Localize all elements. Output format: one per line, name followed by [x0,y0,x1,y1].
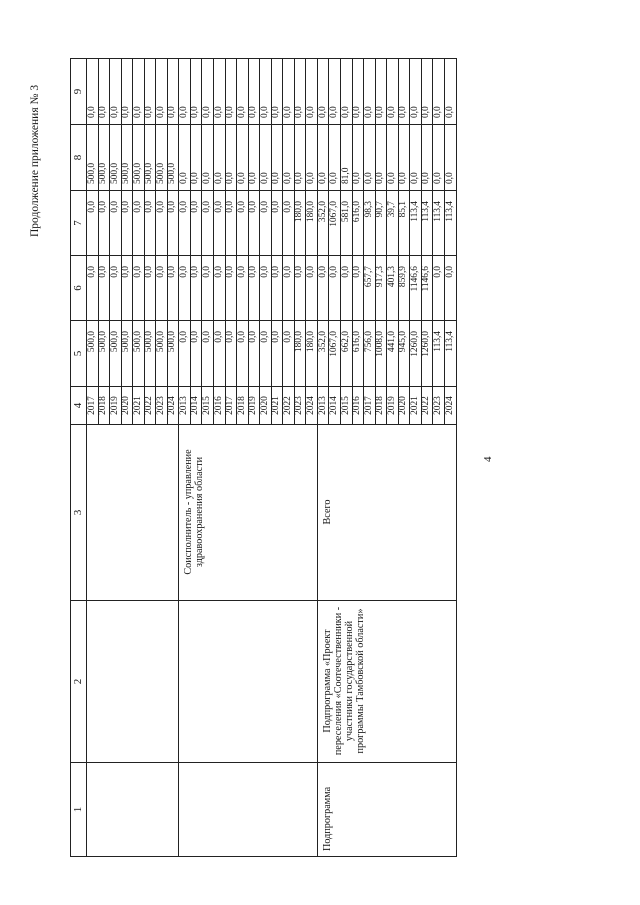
group-column-3-cell: Соисполнитель - управление здравоохранения области [179,425,318,601]
year-cell: 2023 [294,387,306,425]
value-cell: 0,0 [190,321,202,387]
value-cell: 0,0 [283,191,295,256]
value-cell: 0,0 [225,191,237,256]
value-cell: 0,0 [364,59,376,125]
value-cell: 0,0 [283,59,295,125]
value-cell: 0,0 [248,191,260,256]
value-cell: 0,0 [179,125,191,191]
value-cell: 0,0 [202,191,214,256]
value-cell: 113,4 [444,321,456,387]
table-row [87,59,99,857]
value-cell: 0,0 [341,256,353,321]
value-cell: 500,0 [144,125,156,191]
year-cell: 2023 [433,387,445,425]
value-cell: 113,4 [410,191,422,256]
column-number: 4 [71,387,87,425]
year-cell: 2019 [248,387,260,425]
value-cell: 0,0 [87,256,99,321]
budget-table [70,58,457,857]
value-cell: 0,0 [271,125,283,191]
value-cell: 0,0 [283,321,295,387]
value-cell: 0,0 [133,256,145,321]
value-cell: 0,0 [179,59,191,125]
value-cell: 500,0 [110,125,122,191]
value-cell: 0,0 [133,191,145,256]
value-cell: 0,0 [260,59,272,125]
year-cell: 2024 [306,387,318,425]
year-cell: 2019 [387,387,399,425]
value-cell: 0,0 [398,125,410,191]
value-cell: 500,0 [167,125,179,191]
value-cell: 85,1 [398,191,410,256]
year-cell: 2022 [144,387,156,425]
year-cell: 2019 [110,387,122,425]
column-number: 3 [71,425,87,601]
value-cell: 0,0 [271,256,283,321]
value-cell: 1008,0 [375,321,387,387]
value-cell: 500,0 [133,321,145,387]
value-cell: 0,0 [329,256,341,321]
year-cell: 2022 [421,387,433,425]
value-cell: 0,0 [190,125,202,191]
value-cell: 657,7 [364,256,376,321]
value-cell: 0,0 [433,125,445,191]
value-cell: 0,0 [167,256,179,321]
year-cell: 2016 [352,387,364,425]
year-cell: 2022 [283,387,295,425]
value-cell: 500,0 [156,321,168,387]
value-cell: 0,0 [190,256,202,321]
value-cell: 0,0 [110,256,122,321]
value-cell: 0,0 [214,256,226,321]
value-cell: 0,0 [237,125,249,191]
table-body [71,59,457,857]
value-cell: 180,0 [294,321,306,387]
value-cell: 401,3 [387,256,399,321]
value-cell: 0,0 [87,59,99,125]
group-column-2-cell [87,601,179,763]
value-cell: 756,0 [364,321,376,387]
year-cell: 2016 [214,387,226,425]
value-cell: 0,0 [260,191,272,256]
value-cell: 113,4 [421,191,433,256]
value-cell: 98,3 [364,191,376,256]
value-cell: 0,0 [167,191,179,256]
value-cell: 1146,6 [421,256,433,321]
value-cell: 0,0 [156,191,168,256]
value-cell: 0,0 [225,59,237,125]
value-cell: 500,0 [98,321,110,387]
value-cell: 500,0 [110,321,122,387]
value-cell: 0,0 [214,191,226,256]
value-cell: 0,0 [156,59,168,125]
value-cell: 0,0 [98,191,110,256]
year-cell: 2024 [167,387,179,425]
year-cell: 2013 [317,387,329,425]
column-number: 2 [71,601,87,763]
value-cell: 500,0 [87,125,99,191]
value-cell: 0,0 [225,321,237,387]
value-cell: 0,0 [341,59,353,125]
group-column-2-cell: Подпрограмма «Проект переселения «Соотечественники - участники государственной программы Тамбовской области» [317,601,456,763]
value-cell: 0,0 [214,321,226,387]
value-cell: 0,0 [144,59,156,125]
value-cell: 0,0 [387,59,399,125]
value-cell: 352,0 [317,191,329,256]
value-cell: 0,0 [248,125,260,191]
value-cell: 0,0 [306,59,318,125]
value-cell: 0,0 [352,256,364,321]
value-cell: 0,0 [410,125,422,191]
value-cell: 0,0 [317,125,329,191]
column-number: 8 [71,125,87,191]
column-number: 9 [71,59,87,125]
value-cell: 113,4 [433,321,445,387]
value-cell: 0,0 [398,59,410,125]
value-cell: 500,0 [121,321,133,387]
value-cell: 0,0 [179,191,191,256]
value-cell: 859,9 [398,256,410,321]
column-number: 7 [71,191,87,256]
value-cell: 500,0 [156,125,168,191]
value-cell: 0,0 [433,256,445,321]
year-cell: 2014 [329,387,341,425]
value-cell: 0,0 [98,59,110,125]
value-cell: 180,0 [306,191,318,256]
group-column-1-cell [87,763,179,857]
value-cell: 0,0 [317,256,329,321]
value-cell: 0,0 [248,256,260,321]
year-cell: 2014 [190,387,202,425]
value-cell: 0,0 [271,321,283,387]
year-cell: 2018 [98,387,110,425]
value-cell: 581,0 [341,191,353,256]
year-cell: 2017 [225,387,237,425]
value-cell: 0,0 [260,125,272,191]
value-cell: 0,0 [110,59,122,125]
year-cell: 2021 [410,387,422,425]
value-cell: 500,0 [167,321,179,387]
value-cell: 0,0 [202,125,214,191]
value-cell: 0,0 [179,321,191,387]
group-column-3-cell: Всего [317,425,456,601]
value-cell: 0,0 [237,321,249,387]
value-cell: 0,0 [225,256,237,321]
value-cell: 500,0 [144,321,156,387]
value-cell: 0,0 [121,256,133,321]
value-cell: 0,0 [190,191,202,256]
value-cell: 0,0 [179,256,191,321]
year-cell: 2020 [260,387,272,425]
value-cell: 0,0 [421,125,433,191]
group-column-3-cell [87,425,179,601]
value-cell: 0,0 [283,256,295,321]
year-cell: 2017 [364,387,376,425]
value-cell: 0,0 [98,256,110,321]
value-cell: 0,0 [421,59,433,125]
value-cell: 441,0 [387,321,399,387]
column-number-row [71,59,87,857]
value-cell: 0,0 [237,191,249,256]
value-cell: 0,0 [248,59,260,125]
year-cell: 2017 [87,387,99,425]
value-cell: 0,0 [444,125,456,191]
value-cell: 0,0 [294,125,306,191]
page-number: 4 [482,456,494,462]
value-cell: 0,0 [271,59,283,125]
value-cell: 0,0 [433,59,445,125]
value-cell: 113,4 [433,191,445,256]
value-cell: 500,0 [98,125,110,191]
value-cell: 1260,0 [410,321,422,387]
column-number: 6 [71,256,87,321]
value-cell: 0,0 [225,125,237,191]
value-cell: 500,0 [87,321,99,387]
value-cell: 0,0 [144,191,156,256]
column-number: 1 [71,763,87,857]
year-cell: 2015 [341,387,353,425]
value-cell: 616,0 [352,191,364,256]
value-cell: 1260,0 [421,321,433,387]
value-cell: 0,0 [260,256,272,321]
value-cell: 352,0 [317,321,329,387]
value-cell: 662,0 [341,321,353,387]
value-cell: 0,0 [87,191,99,256]
value-cell: 0,0 [352,125,364,191]
value-cell: 0,0 [306,256,318,321]
value-cell: 945,0 [398,321,410,387]
group-column-1-cell [179,763,318,857]
year-cell: 2021 [271,387,283,425]
value-cell: 0,0 [329,125,341,191]
group-column-2-cell [179,601,318,763]
value-cell: 0,0 [237,59,249,125]
value-cell: 0,0 [329,59,341,125]
value-cell: 500,0 [121,125,133,191]
value-cell: 0,0 [190,59,202,125]
value-cell: 0,0 [294,256,306,321]
value-cell: 0,0 [375,125,387,191]
value-cell: 0,0 [364,125,376,191]
year-cell: 2020 [398,387,410,425]
value-cell: 113,4 [444,191,456,256]
value-cell: 500,0 [133,125,145,191]
value-cell: 0,0 [144,256,156,321]
page-title: Продолжение приложения № 3 [29,84,41,237]
value-cell: 0,0 [352,59,364,125]
value-cell: 0,0 [444,59,456,125]
value-cell: 180,0 [294,191,306,256]
value-cell: 0,0 [121,191,133,256]
value-cell: 0,0 [283,125,295,191]
value-cell: 39,7 [387,191,399,256]
table-row [179,59,191,857]
value-cell: 0,0 [444,256,456,321]
value-cell: 90,7 [375,191,387,256]
value-cell: 0,0 [133,59,145,125]
column-number: 5 [71,321,87,387]
year-cell: 2021 [133,387,145,425]
value-cell: 0,0 [271,191,283,256]
value-cell: 180,0 [306,321,318,387]
value-cell: 1146,6 [410,256,422,321]
value-cell: 0,0 [214,59,226,125]
value-cell: 0,0 [387,125,399,191]
value-cell: 0,0 [202,59,214,125]
value-cell: 0,0 [248,321,260,387]
value-cell: 1067,0 [329,191,341,256]
year-cell: 2018 [375,387,387,425]
value-cell: 0,0 [202,256,214,321]
value-cell: 0,0 [156,256,168,321]
value-cell: 0,0 [237,256,249,321]
value-cell: 0,0 [214,125,226,191]
value-cell: 0,0 [306,125,318,191]
value-cell: 0,0 [202,321,214,387]
value-cell: 0,0 [294,59,306,125]
year-cell: 2013 [179,387,191,425]
year-cell: 2018 [237,387,249,425]
value-cell: 0,0 [121,59,133,125]
value-cell: 0,0 [317,59,329,125]
year-cell: 2024 [444,387,456,425]
year-cell: 2015 [202,387,214,425]
group-column-1-cell: Подпрограмма [317,763,456,857]
value-cell: 1067,0 [329,321,341,387]
value-cell: 0,0 [110,191,122,256]
value-cell: 0,0 [167,59,179,125]
value-cell: 917,3 [375,256,387,321]
value-cell: 0,0 [410,59,422,125]
table-row [317,59,329,857]
year-cell: 2023 [156,387,168,425]
year-cell: 2020 [121,387,133,425]
value-cell: 81,0 [341,125,353,191]
value-cell: 0,0 [375,59,387,125]
value-cell: 616,0 [352,321,364,387]
value-cell: 0,0 [260,321,272,387]
